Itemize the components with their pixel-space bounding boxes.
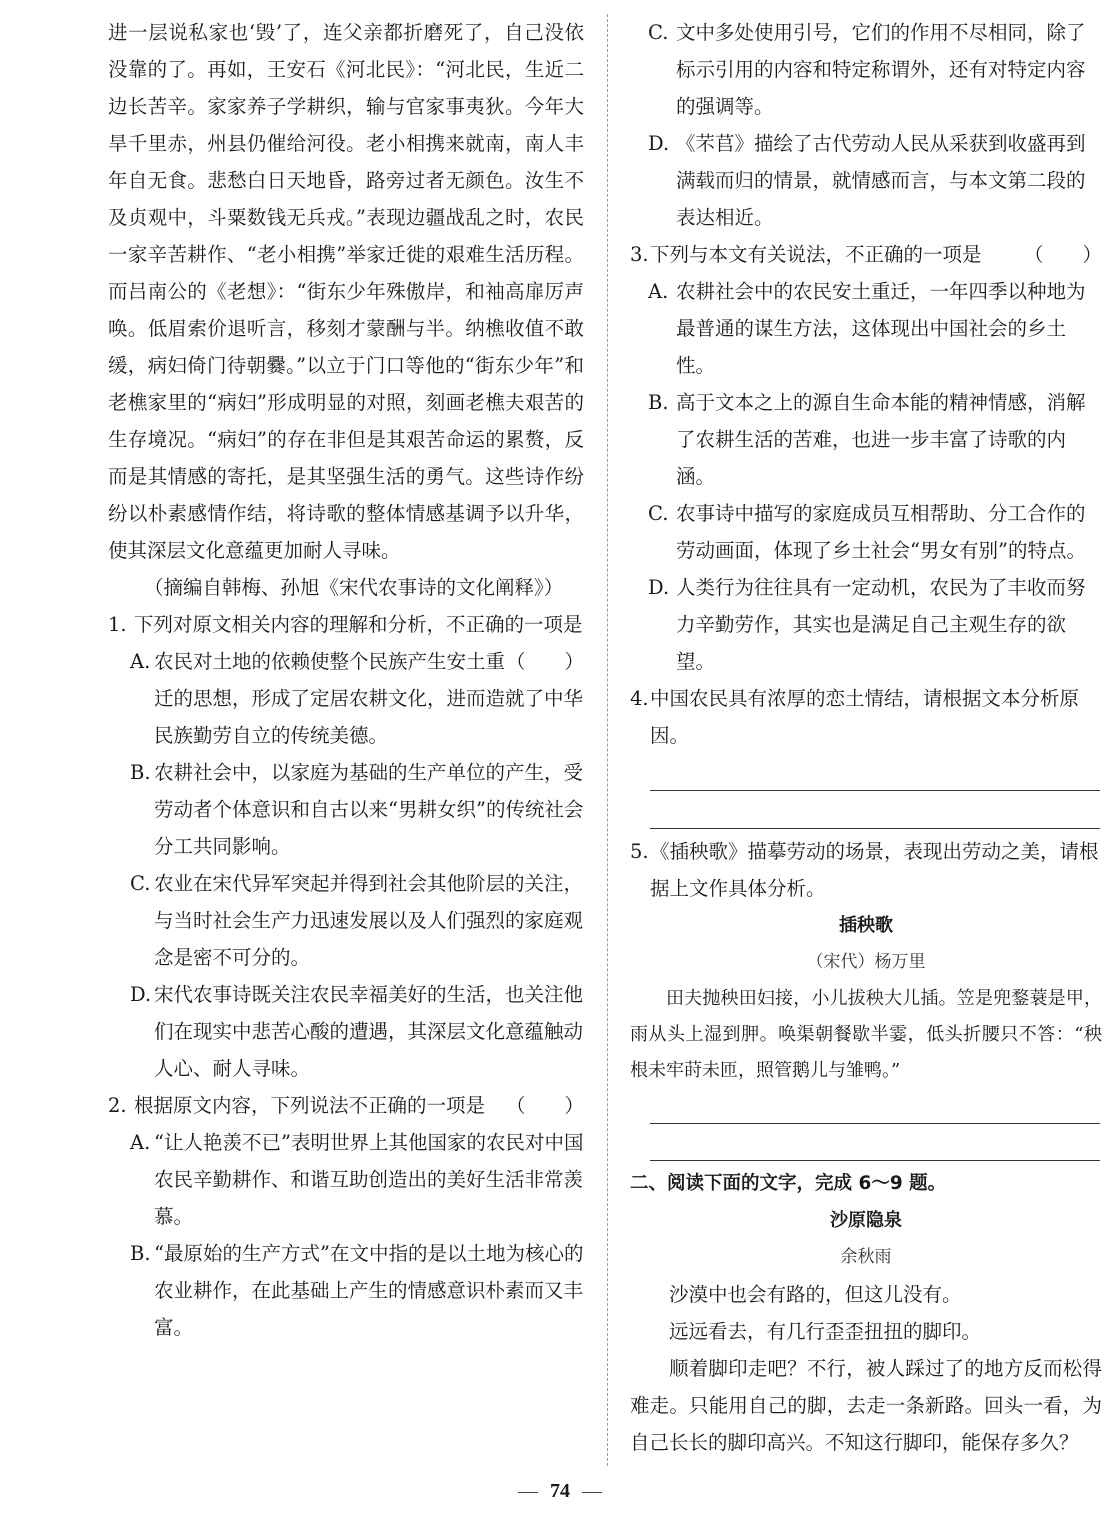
answer-bracket[interactable]: （ ） [505, 1094, 584, 1117]
footer-dash: — [582, 1480, 602, 1502]
question-number: 3. [630, 243, 649, 266]
option-text: 人类行为往往具有一定动机，农民为了丰收而努力辛勤劳作，其实也是满足自己主观生存的欲望。 [676, 576, 1086, 673]
option-letter: C. [648, 21, 669, 44]
option-text: “最原始的生产方式”在文中指的是以土地为核心的农业耕作，在此基础上产生的情感意识朴素而又丰富。 [154, 1242, 584, 1339]
poem-title: 插秧歌 [839, 915, 893, 936]
option-letter: B. [130, 761, 151, 784]
option-text: 农民对土地的依赖使整个民族产生安土重迁的思想，形成了定居农耕文化，进而造就了中华民族勤劳自立的传统美德。 [154, 650, 584, 747]
option-d [108, 976, 584, 1087]
option-letter: D. [648, 132, 670, 155]
option-b [108, 1235, 584, 1346]
answer-bracket[interactable]: （ ） [1023, 243, 1102, 266]
option-letter: A. [648, 280, 669, 303]
option-letter: B. [130, 1242, 151, 1265]
option-letter: C. [130, 872, 151, 895]
article-author: 余秋雨 [840, 1247, 892, 1267]
article-paragraph: 远远看去，有几行歪歪扭扭的脚印。 [669, 1320, 982, 1343]
page-footer [0, 1480, 1120, 1503]
essay-continuation: 进一层说私家也‘毁’了，连父亲都折磨死了，自己没依没靠的了。再如，王安石《河北民》：“河北民，生近二边长苦辛。家家养子学耕织，输与官家事夷狄。今年大旱千里赤，州县仍催给河役。老小相携来就南，南人丰年自无食。悲愁白日天地昏，路旁过者无颜色。汝生不及贞观中，斗粟数钱无兵戎。”表现边疆战乱之时，农民一家辛苦耕作、“老小相携”举家迁徙的艰难生活历程。而吕南公的《老想》：“街东少年殊傲岸，和袖高扉厉声唤。低眉索价退听言，移刻才蒙酬与半。纳樵收值不敢缓，病妇倚门待朝爨。”以立于门口等他的“街东少年”和老樵家里的“病妇”形成明显的对照，刻画老樵夫艰苦的生存境况。“病妇”的存在非但是其艰苦命运的累赘，反而是其情感的寄托，是其坚强生活的勇气。这些诗作纷纷以朴素感情作结，将诗歌的整体情感基调予以升华，使其深层文化意蕴更加耐人寻味。 [108, 21, 584, 562]
footer-dash: — [518, 1480, 538, 1502]
question-2-continued [630, 14, 1102, 236]
option-letter: A. [130, 1131, 151, 1154]
question-number: 4. [630, 687, 649, 710]
source-citation: （摘编自韩梅、孙旭《宋代农事诗的文化阐释》） [144, 576, 564, 599]
option-a [108, 1124, 584, 1235]
question-stem: 中国农民具有浓厚的恋土情结，请根据文本分析原因。 [650, 687, 1080, 747]
article-paragraph: 沙漠中也会有路的，但这儿没有。 [669, 1283, 962, 1306]
option-text: “让人艳羡不已”表明世界上其他国家的农民对中国农民辛勤耕作、和谐互助创造出的美好生活非常羡慕。 [154, 1131, 584, 1228]
question-stem: 《插秧歌》描摹劳动的场景，表现出劳动之美，请根据上文作具体分析。 [650, 840, 1099, 900]
question-number: 5. [630, 840, 649, 863]
option-c [108, 865, 584, 976]
option-text: 高于文本之上的源自生命本能的精神情感，消解了农耕生活的苦难，也进一步丰富了诗歌的内涵。 [676, 391, 1086, 488]
option-letter: A. [130, 650, 151, 673]
option-letter: D. [130, 983, 152, 1006]
option-b [630, 384, 1102, 495]
column-divider [607, 14, 608, 1466]
option-d [630, 569, 1102, 680]
poem-text: 田夫抛秧田妇接，小儿拔秧大儿插。笠是兜鍪蓑是甲，雨从头上湿到胛。唤渠朝餐歇半霎，低头折腰只不答：“秧根未牢莳未匝，照管鹅儿与雏鸭。” [630, 988, 1102, 1081]
poem-author: （宋代）杨万里 [806, 952, 926, 972]
question-stem: 根据原文内容，下列说法不正确的一项是 [134, 1094, 486, 1117]
option-text: 农业在宋代异军突起并得到社会其他阶层的关注，与当时社会生产力迅速发展以及人们强烈的家庭观念是密不可分的。 [154, 872, 584, 969]
option-a [630, 273, 1102, 384]
question-1 [108, 606, 584, 1087]
option-text: 农事诗中描写的家庭成员互相帮助、分工合作的劳动画面，体现了乡土社会“男女有别”的特点。 [676, 502, 1086, 562]
question-stem: 下列与本文有关说法，不正确的一项是 [650, 243, 982, 266]
option-text: 农耕社会中的农民安土重迁，一年四季以种地为最普通的谋生方法，这体现出中国社会的乡土性。 [676, 280, 1086, 377]
answer-line[interactable] [650, 754, 1100, 791]
section-heading: 二、阅读下面的文字，完成 6～9 题。 [630, 1173, 947, 1194]
question-3 [630, 236, 1102, 680]
answer-line[interactable] [650, 1124, 1100, 1161]
question-5 [630, 833, 1102, 1161]
question-stem: 下列对原文相关内容的理解和分析，不正确的一项是 [134, 613, 583, 636]
option-letter: B. [648, 391, 669, 414]
question-4 [630, 680, 1102, 829]
question-number: 2. [108, 1094, 127, 1117]
right-column [630, 14, 1102, 1461]
option-letter: D. [648, 576, 670, 599]
option-c [630, 495, 1102, 569]
question-2 [108, 1087, 584, 1346]
article-title: 沙原隐泉 [830, 1210, 902, 1231]
option-text: 《芣苢》描绘了古代劳动人民从采获到收盛再到满载而归的情景，就情感而言，与本文第二段的表达相近。 [676, 132, 1086, 229]
option-d [630, 125, 1102, 236]
question-number: 1. [108, 613, 127, 636]
option-text: 文中多处使用引号，它们的作用不尽相同，除了标示引用的内容和特定称谓外，还有对特定内容的强调等。 [676, 21, 1086, 118]
article-paragraph: 顺着脚印走吧？不行，被人踩过了的地方反而松得难走。只能用自己的脚，去走一条新路。回头一看，为自己长长的脚印高兴。不知这行脚印，能保存多久？ [630, 1357, 1102, 1454]
answer-bracket[interactable]: （ ） [505, 650, 584, 673]
option-text: 农耕社会中，以家庭为基础的生产单位的产生，受劳动者个体意识和自古以来“男耕女织”的传统社会分工共同影响。 [154, 761, 584, 858]
left-column [108, 14, 584, 1346]
option-c [630, 14, 1102, 125]
answer-line[interactable] [650, 791, 1100, 829]
option-a [108, 643, 584, 754]
option-text: 宋代农事诗既关注农民幸福美好的生活，也关注他们在现实中悲苦心酸的遭遇，其深层文化意蕴触动人心、耐人寻味。 [154, 983, 584, 1080]
answer-line[interactable] [650, 1089, 1100, 1124]
option-letter: C. [648, 502, 669, 525]
option-b [108, 754, 584, 865]
page-number: 74 [550, 1480, 570, 1502]
